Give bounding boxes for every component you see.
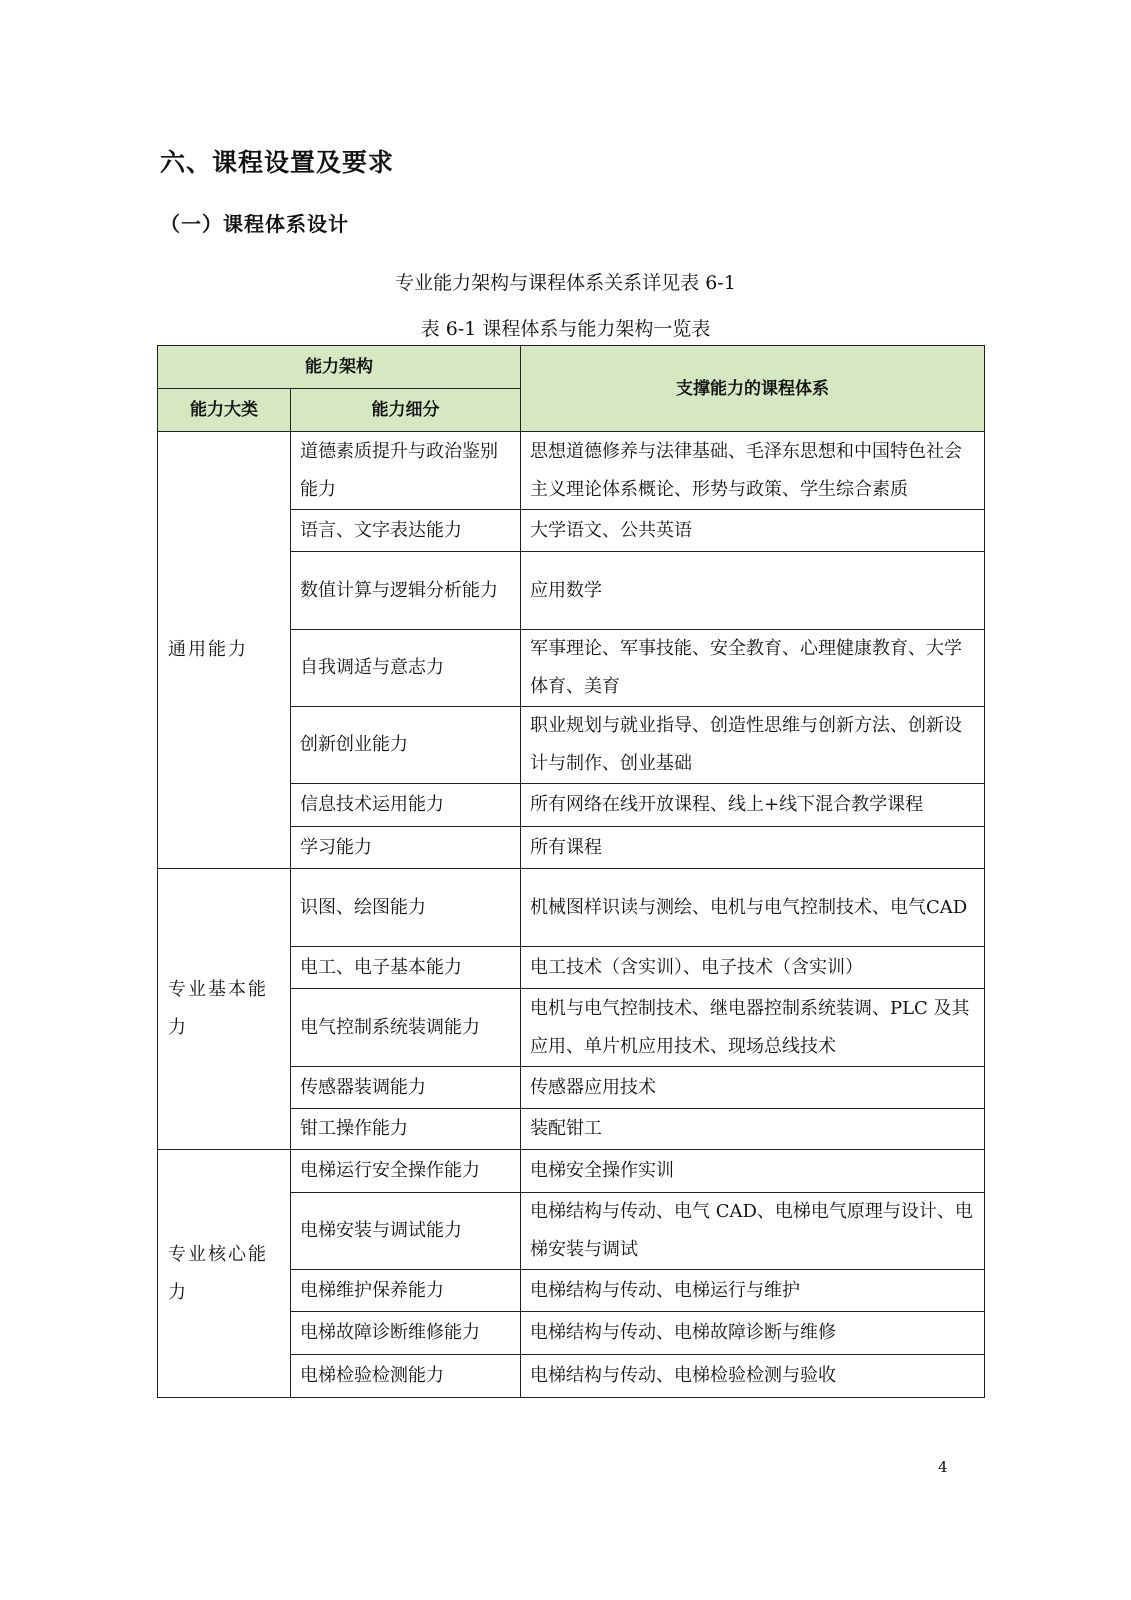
ability-cell: 创新创业能力 [291, 707, 521, 784]
ability-cell: 电梯检验检测能力 [291, 1355, 521, 1398]
course-ability-table [157, 345, 985, 1398]
ability-cell: 识图、绘图能力 [291, 869, 521, 947]
header-category: 能力大类 [158, 389, 291, 432]
ability-cell: 语言、文字表达能力 [291, 510, 521, 552]
courses-cell: 所有网络在线开放课程、线上+线下混合教学课程 [521, 784, 985, 827]
intro-text: 专业能力架构与课程体系关系详见表 6-1 [395, 272, 736, 294]
courses-cell: 电梯结构与传动、电梯运行与维护 [521, 1270, 985, 1312]
ability-cell: 电气控制系统装调能力 [291, 989, 521, 1067]
courses-cell: 电梯结构与传动、电梯检验检测与验收 [521, 1355, 985, 1398]
courses-cell: 装配钳工 [521, 1109, 985, 1150]
table-row [158, 869, 985, 947]
courses-cell: 军事理论、军事技能、安全教育、心理健康教育、大学体育、美育 [521, 630, 985, 707]
table-row [158, 432, 985, 510]
courses-cell: 大学语文、公共英语 [521, 510, 985, 552]
table-caption: 表 6-1 课程体系与能力架构一览表 [420, 318, 711, 340]
category-cell: 专业基本能力 [158, 869, 291, 1150]
courses-cell: 电梯安全操作实训 [521, 1150, 985, 1193]
ability-cell: 钳工操作能力 [291, 1109, 521, 1150]
category-cell: 通用能力 [158, 432, 291, 869]
courses-cell: 传感器应用技术 [521, 1067, 985, 1109]
ability-cell: 信息技术运用能力 [291, 784, 521, 827]
ability-cell: 电梯维护保养能力 [291, 1270, 521, 1312]
ability-cell: 道德素质提升与政治鉴别能力 [291, 432, 521, 510]
ability-cell: 自我调适与意志力 [291, 630, 521, 707]
header-courses: 支撑能力的课程体系 [521, 346, 985, 432]
courses-cell: 电工技术（含实训）、电子技术（含实训） [521, 947, 985, 989]
ability-cell: 电工、电子基本能力 [291, 947, 521, 989]
courses-cell: 电机与电气控制技术、继电器控制系统装调、PLC 及其应用、单片机应用技术、现场总线技术 [521, 989, 985, 1067]
courses-cell: 机械图样识读与测绘、电机与电气控制技术、电气CAD [521, 869, 985, 947]
ability-cell: 电梯安装与调试能力 [291, 1193, 521, 1270]
courses-cell: 电梯结构与传动、电梯故障诊断与维修 [521, 1312, 985, 1355]
courses-cell: 电梯结构与传动、电气 CAD、电梯电气原理与设计、电梯安装与调试 [521, 1193, 985, 1270]
courses-cell: 职业规划与就业指导、创造性思维与创新方法、创新设计与制作、创业基础 [521, 707, 985, 784]
courses-cell: 应用数学 [521, 552, 985, 630]
ability-cell: 电梯运行安全操作能力 [291, 1150, 521, 1193]
header-detail: 能力细分 [291, 389, 521, 432]
ability-cell: 传感器装调能力 [291, 1067, 521, 1109]
ability-cell: 学习能力 [291, 827, 521, 869]
header-ability-framework: 能力架构 [158, 346, 521, 389]
category-cell: 专业核心能力 [158, 1150, 291, 1398]
ability-cell: 电梯故障诊断维修能力 [291, 1312, 521, 1355]
subsection-heading: （一）课程体系设计 [160, 212, 349, 236]
courses-cell: 思想道德修养与法律基础、毛泽东思想和中国特色社会主义理论体系概论、形势与政策、学生综合素质 [521, 432, 985, 510]
page-number: 4 [938, 1458, 948, 1476]
section-heading: 六、课程设置及要求 [160, 148, 395, 177]
courses-cell: 所有课程 [521, 827, 985, 869]
table-row [158, 1150, 985, 1193]
ability-cell: 数值计算与逻辑分析能力 [291, 552, 521, 630]
